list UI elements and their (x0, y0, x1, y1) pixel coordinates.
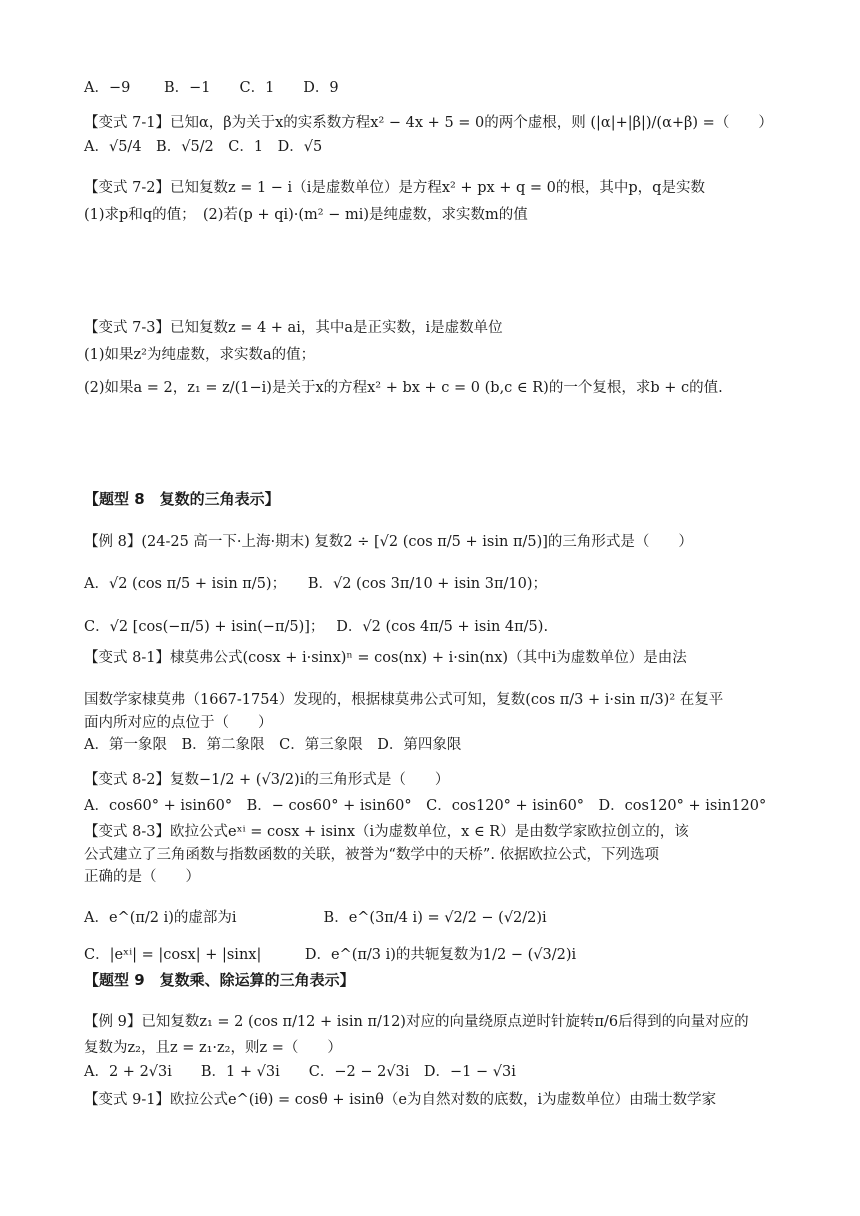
text-line: 【例 9】已知复数z₁ = 2 (cos π/12 + isin π/12)对应的向量绕原点逆时针旋转π/6后得到的向量对应的 (84, 1014, 749, 1030)
text-line: A．cos60° + isin60° B．− cos60° + isin60° C．cos120° + isin60° D．cos120° + isin120° (84, 798, 767, 814)
text-line: 正确的是（ ） (84, 869, 200, 885)
text-line: A．2 + 2√3i B．1 + √3i C．−2 − 2√3i D．−1 − √3i (84, 1064, 516, 1080)
text-line: C．|eˣⁱ| = |cosx| + |sinx| D．e^(π/3 i)的共轭复数为1/2 − (√3/2)i (84, 947, 577, 963)
text-line: 面内所对应的点位于（ ） (84, 715, 273, 731)
text-line: A．−9 B．−1 C．1 D．9 (84, 80, 339, 96)
text-line: (1)如果z²为纯虚数，求实数a的值； (84, 347, 316, 363)
text-line: 【变式 8-3】欧拉公式eˣⁱ = cosx + isinx（i为虚数单位，x ∈ R）是由数学家欧拉创立的，该 (84, 824, 689, 840)
text-line: 【变式 7-3】已知复数z = 4 + ai，其中a是正实数，i是虚数单位 (84, 320, 503, 336)
text-line: 【变式 7-1】已知α，β为关于x的实系数方程x² − 4x + 5 = 0的两个虚根，则 (|α|+|β|)/(α+β) =（ ） (84, 115, 773, 131)
text-line: A．√2 (cos π/5 + isin π/5)； B．√2 (cos 3π/10 + isin 3π/10)； (84, 576, 547, 592)
text-line: 【变式 8-2】复数−1/2 + (√3/2)i的三角形式是（ ） (84, 772, 450, 788)
section-heading: 【题型 9 复数乘、除运算的三角表示】 (84, 971, 355, 989)
text-line: A．e^(π/2 i)的虚部为i B．e^(3π/4 i) = √2/2 − (√2/2)i (84, 910, 547, 926)
text-line: (1)求p和q的值； (2)若(p + qi)·(m² − mi)是纯虚数，求实数m的值 (84, 207, 528, 223)
text-line: 【变式 9-1】欧拉公式e^(iθ) = cosθ + isinθ（e为自然对数的底数，i为虚数单位）由瑞士数学家 (84, 1092, 717, 1108)
section-heading: 【题型 8 复数的三角表示】 (84, 490, 280, 508)
text-line: 复数为z₂，且z = z₁·z₂，则z =（ ） (84, 1040, 342, 1056)
text-line: A．√5/4 B．√5/2 C．1 D．√5 (84, 139, 323, 155)
text-line: 【例 8】(24-25 高一下·上海·期末) 复数2 ÷ [√2 (cos π/5 + isin π/5)]的三角形式是（ ） (84, 534, 693, 550)
text-line: 公式建立了三角函数与指数函数的关联，被誉为“数学中的天桥”. 依据欧拉公式，下列选项 (84, 847, 660, 863)
text-line: 【变式 7-2】已知复数z = 1 − i（i是虚数单位）是方程x² + px + q = 0的根，其中p，q是实数 (84, 180, 705, 196)
text-line: A．第一象限 B．第二象限 C．第三象限 D．第四象限 (84, 737, 462, 753)
text-line: 国数学家棣莫弗（1667-1754）发现的，根据棣莫弗公式可知，复数(cos π/3 + i·sin π/3)² 在复平 (84, 692, 724, 708)
text-line: 【变式 8-1】棣莫弗公式(cosx + i·sinx)ⁿ = cos(nx) + i·sin(nx)（其中i为虚数单位）是由法 (84, 650, 687, 666)
text-line: (2)如果a = 2，z₁ = z/(1−i)是关于x的方程x² + bx + c = 0 (b,c ∈ R)的一个复根，求b + c的值. (84, 380, 723, 396)
text-line: C．√2 [cos(−π/5) + isin(−π/5)]； D．√2 (cos 4π/5 + isin 4π/5). (84, 619, 549, 635)
